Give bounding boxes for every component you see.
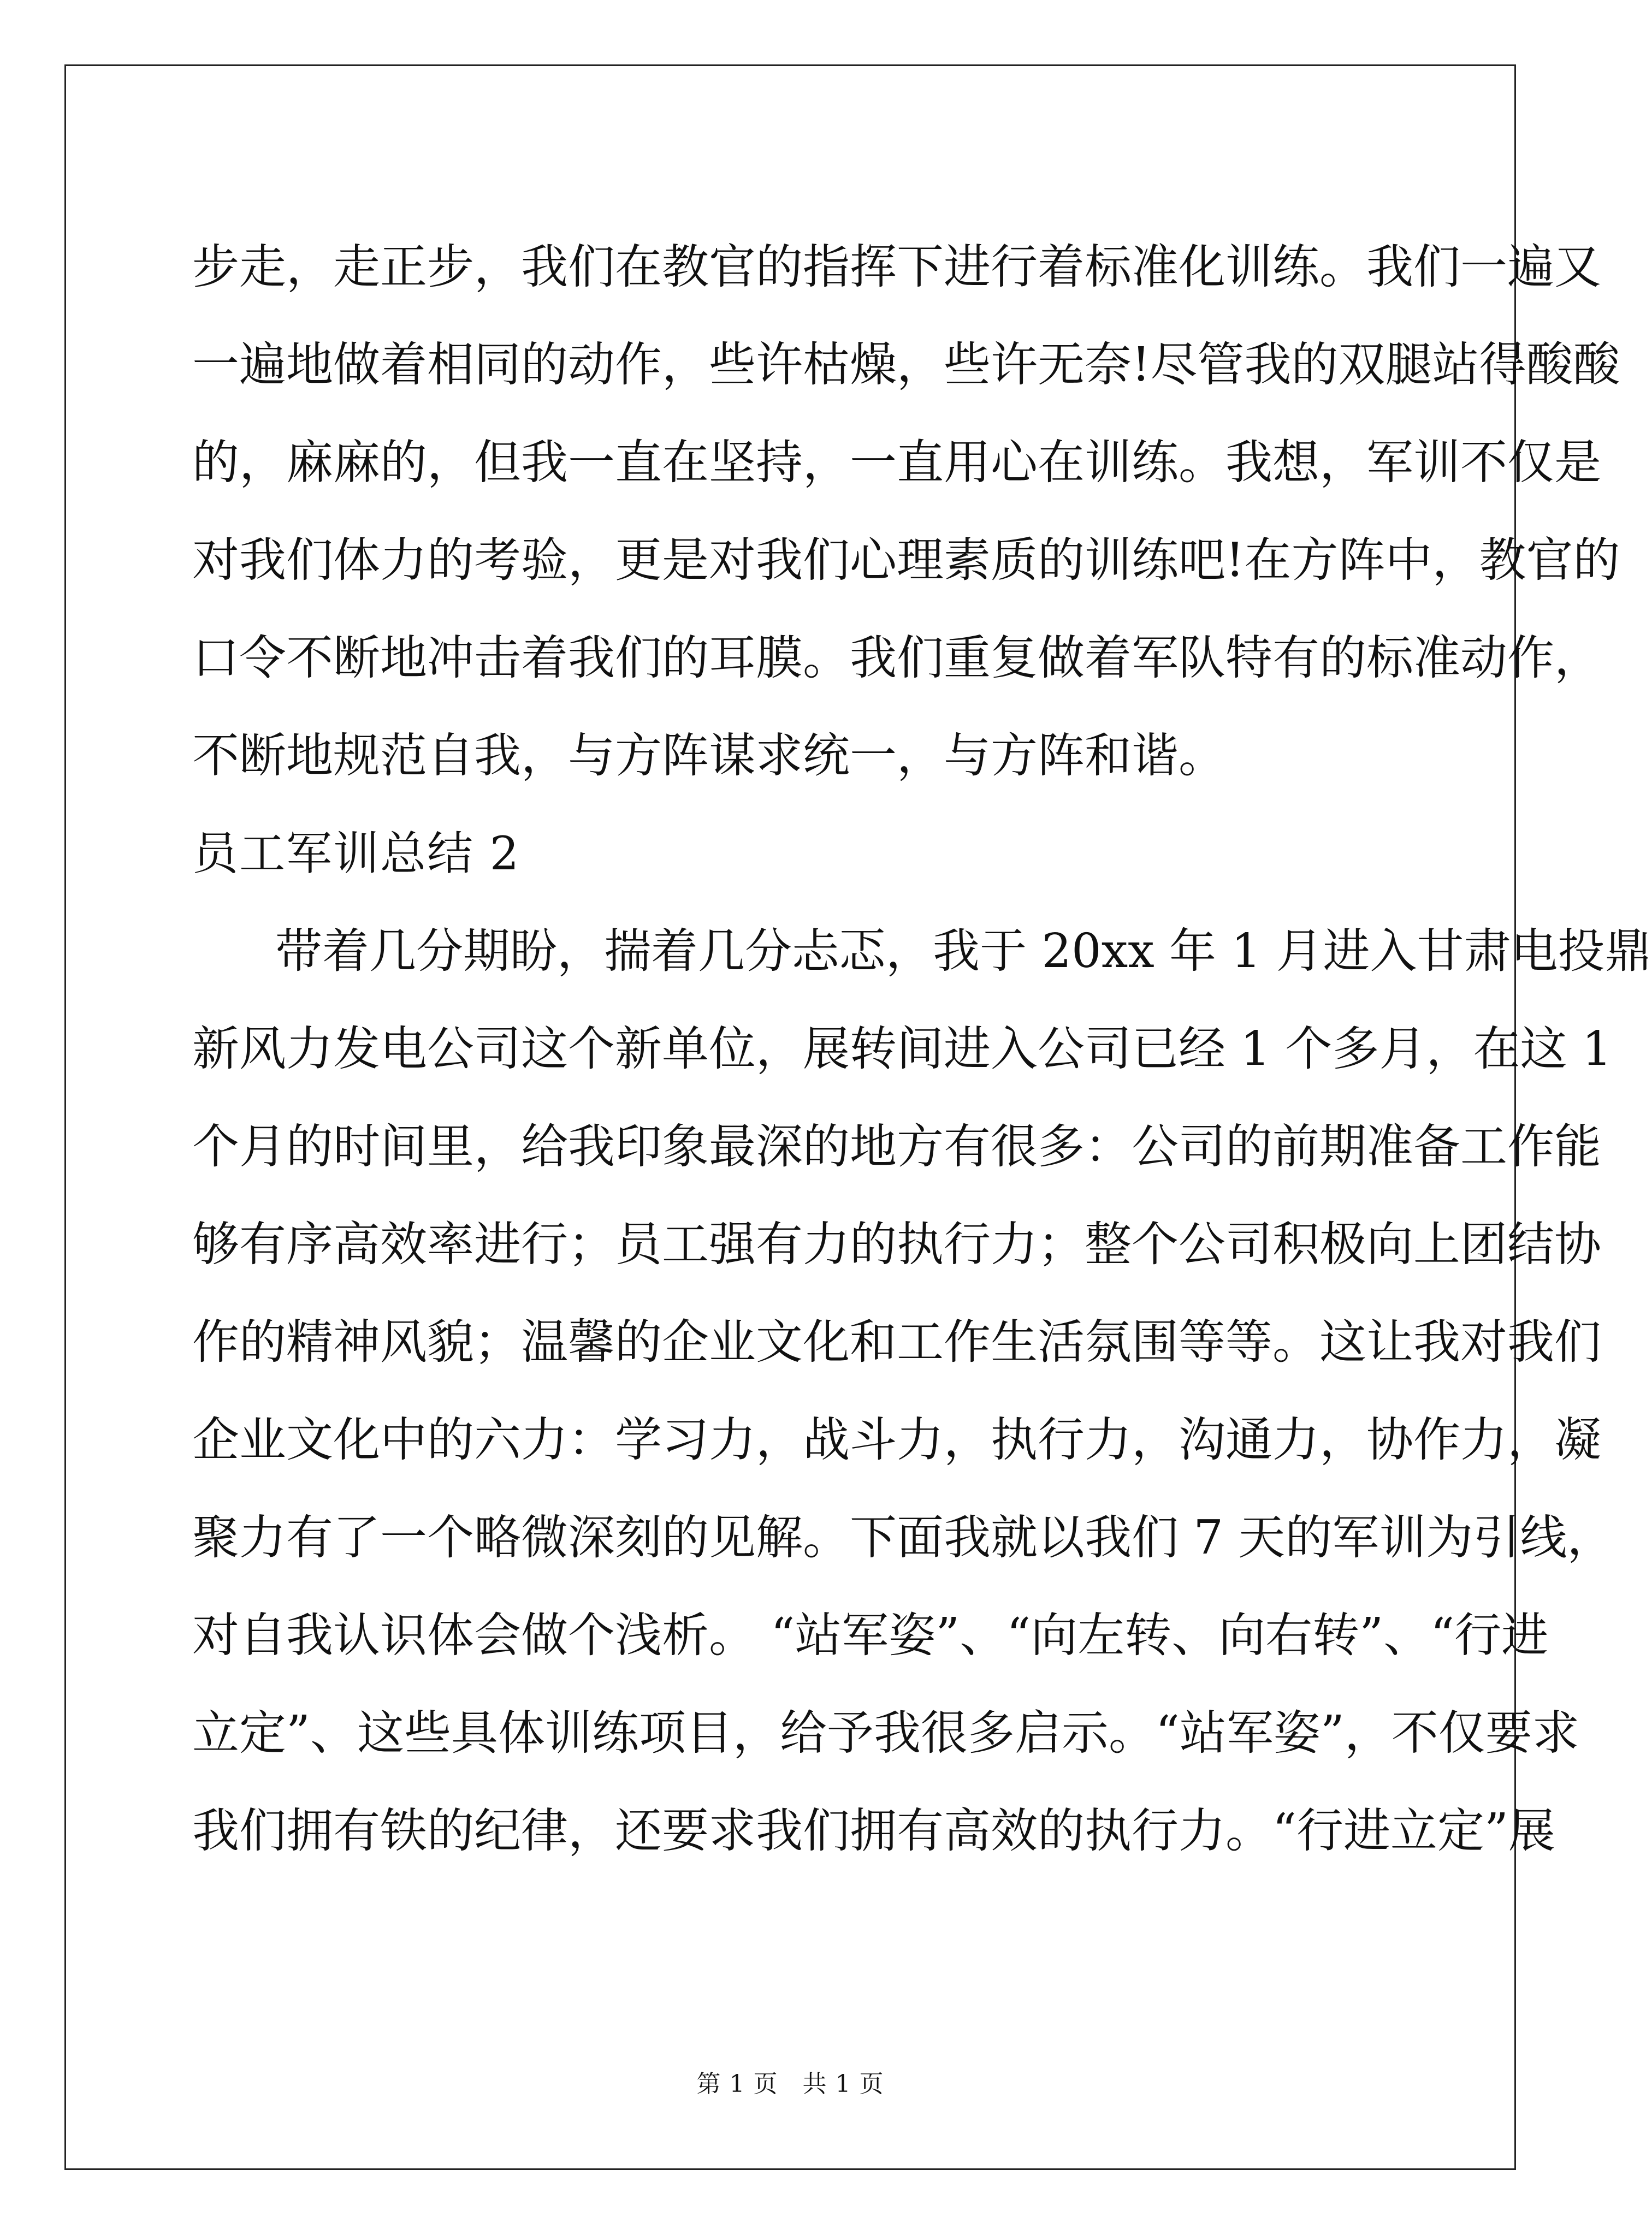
paragraph-1-line-4: 对我们体力的考验，更是对我们心理素质的训练吧!在方阵中，教官的 [192,533,1620,588]
paragraph-1-line-3: 的，麻麻的，但我一直在坚持，一直用心在训练。我想，军训不仅是 [192,435,1601,490]
page-footer: 第 1 页 共 1 页 [696,2070,884,2098]
paragraph-2-line-3: 个月的时间里，给我印象最深的地方有很多：公司的前期准备工作能 [192,1119,1601,1174]
paragraph-1-line-6: 不断地规范自我，与方阵谋求统一，与方阵和谐。 [192,728,1225,783]
paragraph-1-line-2: 一遍地做着相同的动作，些许枯燥，些许无奈!尽管我的双腿站得酸酸 [192,337,1620,392]
paragraph-2-line-1: 带着几分期盼，揣着几分忐忑，我于 20xx 年 1 月进入甘肃电投鼎 [275,924,1652,979]
paragraph-1-line-1: 步走，走正步，我们在教官的指挥下进行着标准化训练。我们一遍又 [192,240,1601,294]
paragraph-2-line-7: 聚力有了一个略微深刻的见解。下面我就以我们 7 天的军训为引线， [192,1510,1614,1565]
paragraph-2-line-6: 企业文化中的六力：学习力，战斗力，执行力，沟通力，协作力，凝 [192,1413,1601,1467]
document-body [192,218,1652,1880]
paragraph-2-line-9: 立定”、这些具体训练项目，给予我很多启示。“站军姿”，不仅要求 [192,1706,1579,1760]
paragraph-2-line-2: 新风力发电公司这个新单位，展转间进入公司已经 1 个多月，在这 1 [192,1022,1612,1076]
section-heading: 员工军训总结 2 [192,827,520,880]
paragraph-2-line-8: 对自我认识体会做个浅析。 “站军姿”、“向左转、向右转”、“行进 [192,1608,1549,1663]
paragraph-1-line-5: 口令不断地冲击着我们的耳膜。我们重复做着军队特有的标准动作， [192,631,1601,685]
paragraph-2-line-10: 我们拥有铁的纪律，还要求我们拥有高效的执行力。“行进立定”展 [192,1804,1555,1858]
paragraph-2-line-4: 够有序高效率进行；员工强有力的执行力；整个公司积极向上团结协 [192,1217,1601,1272]
paragraph-2-line-5: 作的精神风貌；温馨的企业文化和工作生活氛围等等。这让我对我们 [192,1315,1601,1370]
